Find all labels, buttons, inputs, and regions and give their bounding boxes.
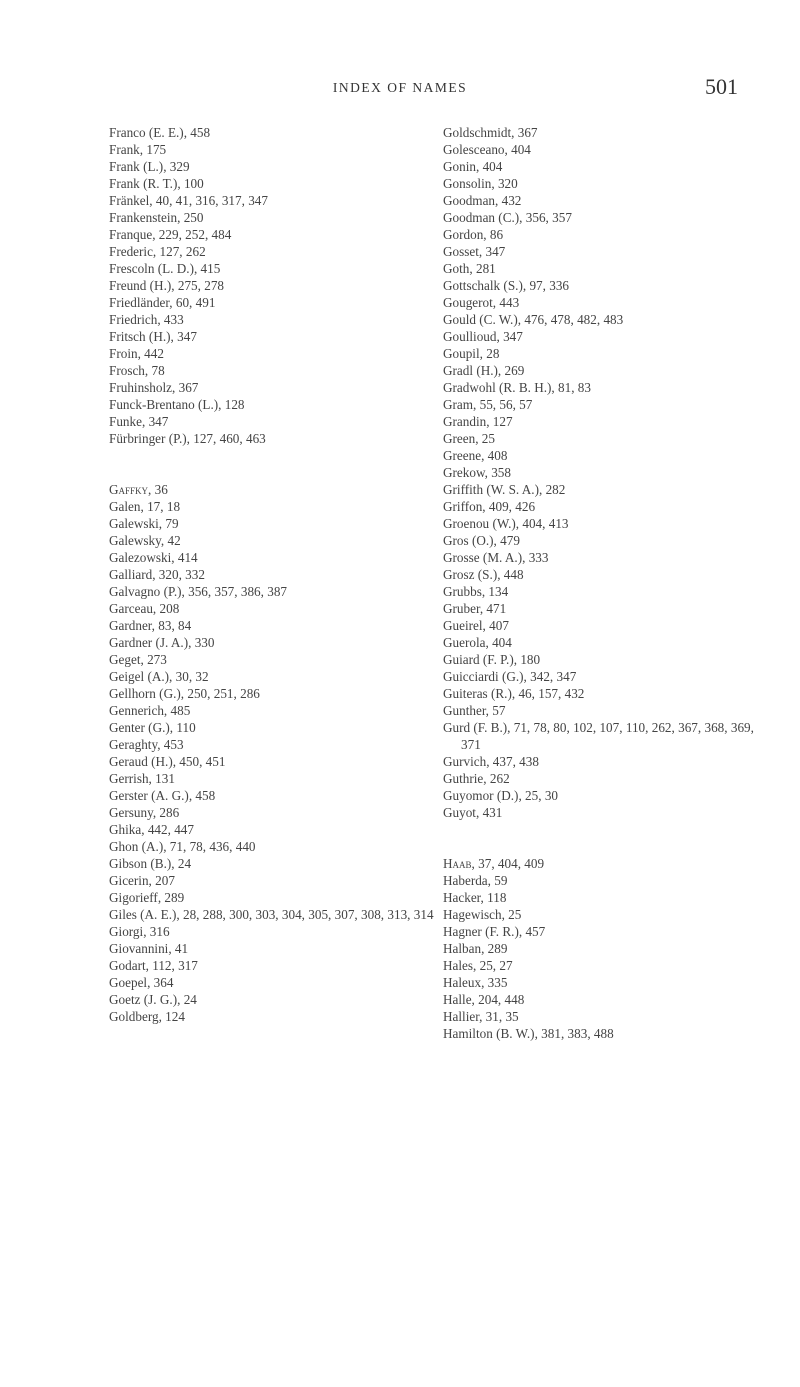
index-entry: Golesceano, 404 (443, 142, 531, 157)
index-entry: Hales, 25, 27 (443, 958, 513, 973)
index-entry: Griffon, 409, 426 (443, 499, 536, 514)
index-column-right (443, 124, 773, 1042)
index-entry: Gardner (J. A.), 330 (109, 635, 215, 650)
index-entry: Ghika, 442, 447 (109, 822, 194, 837)
index-entry: Gunther, 57 (443, 703, 506, 718)
index-entry: Goodman, 432 (443, 193, 522, 208)
index-entry: Gellhorn (G.), 250, 251, 286 (109, 686, 260, 701)
index-entry: Frosch, 78 (109, 363, 165, 378)
index-entry: Gibson (B.), 24 (109, 856, 192, 871)
index-entry: Haab, 37, 404, 409 (443, 856, 545, 871)
index-entry: Gurvich, 437, 438 (443, 754, 539, 769)
index-entry: Grandin, 127 (443, 414, 513, 429)
index-entry: Funke, 347 (109, 414, 169, 429)
index-entry: Goepel, 364 (109, 975, 174, 990)
index-entry: Gennerich, 485 (109, 703, 191, 718)
index-entry: Garceau, 208 (109, 601, 180, 616)
index-entry: Gould (C. W.), 476, 478, 482, 483 (443, 312, 624, 327)
index-entry: Godart, 112, 317 (109, 958, 198, 973)
index-entry: Galvagno (P.), 356, 357, 386, 387 (109, 584, 288, 599)
index-entry: Geget, 273 (109, 652, 167, 667)
index-entry: Grubbs, 134 (443, 584, 509, 599)
index-entry: Gigorieff, 289 (109, 890, 185, 905)
index-entry: Gurd (F. B.), 71, 78, 80, 102, 107, 110, 262, 367, 368, 369, 371 (443, 720, 754, 752)
index-entry: Guerola, 404 (443, 635, 512, 650)
index-entry: Goldberg, 124 (109, 1009, 185, 1024)
index-entry: Gougerot, 443 (443, 295, 520, 310)
index-entry: Galezowski, 414 (109, 550, 198, 565)
index-column-left (109, 124, 439, 1025)
index-entry: Frank, 175 (109, 142, 167, 157)
index-entry: Greene, 408 (443, 448, 508, 463)
index-entry: Frescoln (L. D.), 415 (109, 261, 221, 276)
index-entry: Ghon (A.), 71, 78, 436, 440 (109, 839, 256, 854)
page-number: 501 (705, 74, 738, 99)
index-entry: Froin, 442 (109, 346, 164, 361)
index-entry: Fruhinsholz, 367 (109, 380, 199, 395)
index-entry: Frederic, 127, 262 (109, 244, 206, 259)
index-entry: Franque, 229, 252, 484 (109, 227, 232, 242)
index-entry: Gosset, 347 (443, 244, 506, 259)
index-entry: Fürbringer (P.), 127, 460, 463 (109, 431, 266, 446)
index-entry: Gersuny, 286 (109, 805, 180, 820)
index-entry: Guthrie, 262 (443, 771, 510, 786)
index-entry: Friedrich, 433 (109, 312, 184, 327)
index-entry: Halle, 204, 448 (443, 992, 525, 1007)
index-entry: Griffith (W. S. A.), 282 (443, 482, 566, 497)
index-entry: Gerrish, 131 (109, 771, 175, 786)
index-entry: Gros (O.), 479 (443, 533, 520, 548)
index-entry: Freund (H.), 275, 278 (109, 278, 225, 293)
index-entry: Franco (E. E.), 458 (109, 125, 211, 140)
index-entry: Gordon, 86 (443, 227, 504, 242)
index-entry: Gardner, 83, 84 (109, 618, 192, 633)
index-entry: Gonsolin, 320 (443, 176, 518, 191)
index-entry: Frank (R. T.), 100 (109, 176, 204, 191)
section-gap (109, 447, 439, 481)
index-entry: Guyomor (D.), 25, 30 (443, 788, 559, 803)
index-entry: Grekow, 358 (443, 465, 511, 480)
index-entry: Friedländer, 60, 491 (109, 295, 216, 310)
index-entry: Geraghty, 453 (109, 737, 184, 752)
index-entry: Gicerin, 207 (109, 873, 175, 888)
index-entry: Geigel (A.), 30, 32 (109, 669, 209, 684)
index-entry: Giles (A. E.), 28, 288, 300, 303, 304, 305, 307, 308, 313, 314 (109, 907, 434, 922)
index-entry: Haberda, 59 (443, 873, 508, 888)
index-entry: Geraud (H.), 450, 451 (109, 754, 226, 769)
index-entry: Goullioud, 347 (443, 329, 523, 344)
index-entry: Hacker, 118 (443, 890, 507, 905)
index-entry: Goodman (C.), 356, 357 (443, 210, 572, 225)
index-entry: Groenou (W.), 404, 413 (443, 516, 569, 531)
index-entry: Green, 25 (443, 431, 495, 446)
index-entry: Gaffky, 36 (109, 482, 168, 497)
index-entry: Grosse (M. A.), 333 (443, 550, 549, 565)
running-title: INDEX OF NAMES (332, 80, 468, 95)
index-entry: Giorgi, 316 (109, 924, 170, 939)
index-entry: Goldschmidt, 367 (443, 125, 538, 140)
index-entry: Fränkel, 40, 41, 316, 317, 347 (109, 193, 268, 208)
index-entry: Hallier, 31, 35 (443, 1009, 519, 1024)
section-gap (443, 821, 773, 855)
index-entry: Gerster (A. G.), 458 (109, 788, 216, 803)
index-entry: Genter (G.), 110 (109, 720, 196, 735)
index-entry: Grosz (S.), 448 (443, 567, 524, 582)
index-entry: Funck-Brentano (L.), 128 (109, 397, 245, 412)
index-entry: Gueirel, 407 (443, 618, 509, 633)
index-entry: Gradwohl (R. B. H.), 81, 83 (443, 380, 591, 395)
running-header (0, 74, 800, 102)
index-entry: Gram, 55, 56, 57 (443, 397, 533, 412)
index-entry: Hagewisch, 25 (443, 907, 522, 922)
index-entry: Guyot, 431 (443, 805, 503, 820)
index-entry: Haleux, 335 (443, 975, 508, 990)
index-entry: Galewsky, 42 (109, 533, 181, 548)
index-entry: Goetz (J. G.), 24 (109, 992, 197, 1007)
index-entry: Frankenstein, 250 (109, 210, 204, 225)
index-entry: Galliard, 320, 332 (109, 567, 205, 582)
index-entry: Gruber, 471 (443, 601, 507, 616)
index-entry: Hagner (F. R.), 457 (443, 924, 546, 939)
index-entry: Giovannini, 41 (109, 941, 189, 956)
index-entry: Guiteras (R.), 46, 157, 432 (443, 686, 585, 701)
index-entry: Frank (L.), 329 (109, 159, 190, 174)
index-entry: Gonin, 404 (443, 159, 503, 174)
index-entry: Goth, 281 (443, 261, 496, 276)
index-entry: Guicciardi (G.), 342, 347 (443, 669, 577, 684)
index-entry: Galen, 17, 18 (109, 499, 181, 514)
index-entry: Halban, 289 (443, 941, 508, 956)
index-entry: Goupil, 28 (443, 346, 500, 361)
index-entry: Galewski, 79 (109, 516, 179, 531)
index-entry: Fritsch (H.), 347 (109, 329, 197, 344)
index-entry: Gottschalk (S.), 97, 336 (443, 278, 570, 293)
index-entry: Gradl (H.), 269 (443, 363, 525, 378)
index-entry: Guiard (F. P.), 180 (443, 652, 541, 667)
index-entry: Hamilton (B. W.), 381, 383, 488 (443, 1026, 614, 1041)
